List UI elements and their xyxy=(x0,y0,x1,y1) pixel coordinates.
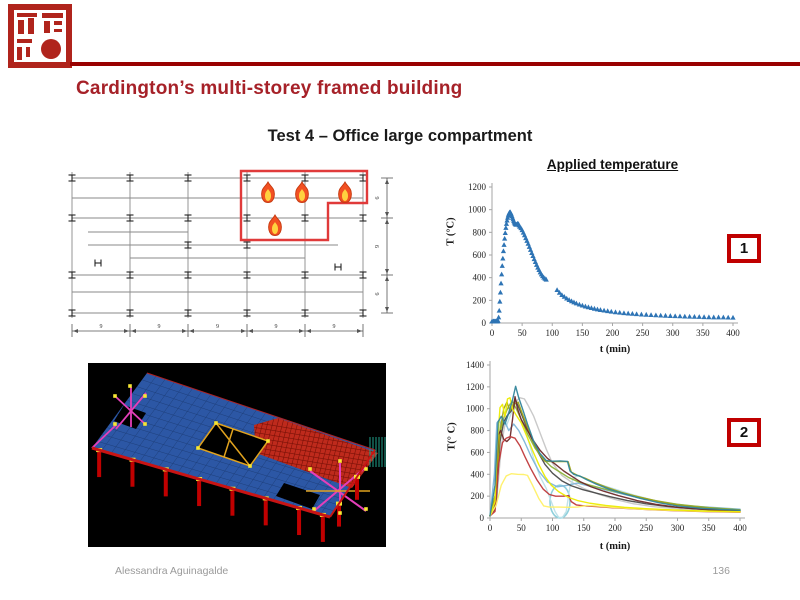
model-column xyxy=(321,516,325,542)
dimension-label: 9 xyxy=(375,245,381,248)
x-tick-label: 0 xyxy=(489,328,495,338)
dimension-label: 9 xyxy=(99,324,103,330)
x-tick-label: 0 xyxy=(487,523,493,533)
dimension-label: 9 xyxy=(216,324,219,330)
x-tick-label: 200 xyxy=(608,523,622,533)
y-tick-label: 800 xyxy=(472,227,486,238)
y-tick-label: 400 xyxy=(472,272,486,283)
seal-pattern xyxy=(8,4,72,68)
series-green xyxy=(490,401,740,516)
y-tick-label: 1200 xyxy=(468,182,486,192)
series-dark-gray xyxy=(490,399,740,516)
model-column xyxy=(230,490,234,516)
fire-icon xyxy=(296,182,309,203)
annotation-ellipse xyxy=(550,485,570,518)
y-tick-label: 200 xyxy=(470,491,484,502)
dimension-label: 9 xyxy=(332,324,336,330)
y-tick-label: 1000 xyxy=(466,403,484,414)
model-column xyxy=(355,478,359,500)
y-tick-label: 1400 xyxy=(466,360,484,370)
x-tick-label: 50 xyxy=(517,328,527,338)
x-tick-label: 300 xyxy=(670,523,685,533)
chart1-title: Applied temperature xyxy=(546,157,679,172)
x-tick-label: 200 xyxy=(605,328,620,338)
model-column xyxy=(297,509,301,535)
column-symbol xyxy=(335,264,341,271)
y-tick-label: 1000 xyxy=(468,204,486,215)
fire-icon xyxy=(339,182,352,203)
dimension-label: 6 xyxy=(375,196,381,200)
model-column xyxy=(164,470,168,496)
dimension-label: 6 xyxy=(375,292,381,296)
x-tick-label: 350 xyxy=(696,328,710,338)
x-tick-label: 100 xyxy=(545,523,560,533)
x-tick-label: 50 xyxy=(516,523,526,533)
chart1-plot xyxy=(445,155,755,370)
model-column xyxy=(264,499,268,525)
footer-author: Alessandra Aguinagalde xyxy=(115,565,229,577)
dimension-label: 9 xyxy=(157,324,161,330)
header-rule xyxy=(70,62,800,66)
model-column xyxy=(337,505,341,527)
x-tick-label: 350 xyxy=(702,523,716,533)
chart2-plot xyxy=(440,358,760,560)
y-tick-label: 200 xyxy=(472,295,486,306)
y-tick-label: 800 xyxy=(470,425,484,436)
page-number: 136 xyxy=(712,565,730,577)
floor-plan-diagram xyxy=(15,160,440,345)
x-tick-label: 100 xyxy=(545,328,559,338)
y-tick-label: 0 xyxy=(479,513,484,523)
chart1-x-axis-label: t (min) xyxy=(599,344,631,355)
page-title: Cardington’s multi-storey framed building xyxy=(76,78,463,99)
seal-logo xyxy=(8,4,72,68)
model-column xyxy=(130,461,134,487)
column-symbol xyxy=(95,260,101,267)
y-tick-label: 400 xyxy=(470,469,484,480)
model-column xyxy=(197,480,201,506)
callout-1: 1 xyxy=(727,234,761,263)
model-column xyxy=(97,451,101,477)
y-tick-label: 600 xyxy=(472,250,486,260)
x-tick-label: 300 xyxy=(666,328,680,338)
chart1-y-axis-label: T (°C) xyxy=(445,217,457,246)
x-tick-label: 400 xyxy=(733,523,747,533)
plan-grid-lines xyxy=(72,172,363,318)
slide-subtitle: Test 4 – Office large compartment xyxy=(267,127,533,145)
y-tick-label: 1200 xyxy=(466,381,484,392)
y-tick-label: 0 xyxy=(481,318,486,328)
fire-icon xyxy=(262,182,275,203)
dimension-label: 9 xyxy=(274,324,278,330)
x-tick-label: 250 xyxy=(635,328,650,338)
callout-2: 2 xyxy=(727,418,761,447)
fire-icons xyxy=(262,182,352,236)
scatter-series xyxy=(489,209,735,323)
x-tick-label: 250 xyxy=(639,523,653,533)
x-tick-label: 150 xyxy=(577,523,591,533)
x-tick-label: 150 xyxy=(575,328,590,338)
fem-model-image xyxy=(88,363,386,547)
series-light-cyan xyxy=(490,402,740,517)
y-tick-label: 600 xyxy=(470,447,484,458)
chart2-x-axis-label: t (min) xyxy=(599,541,631,552)
chart2-y-axis-label: T(° C) xyxy=(446,422,458,451)
x-tick-label: 400 xyxy=(726,328,740,338)
